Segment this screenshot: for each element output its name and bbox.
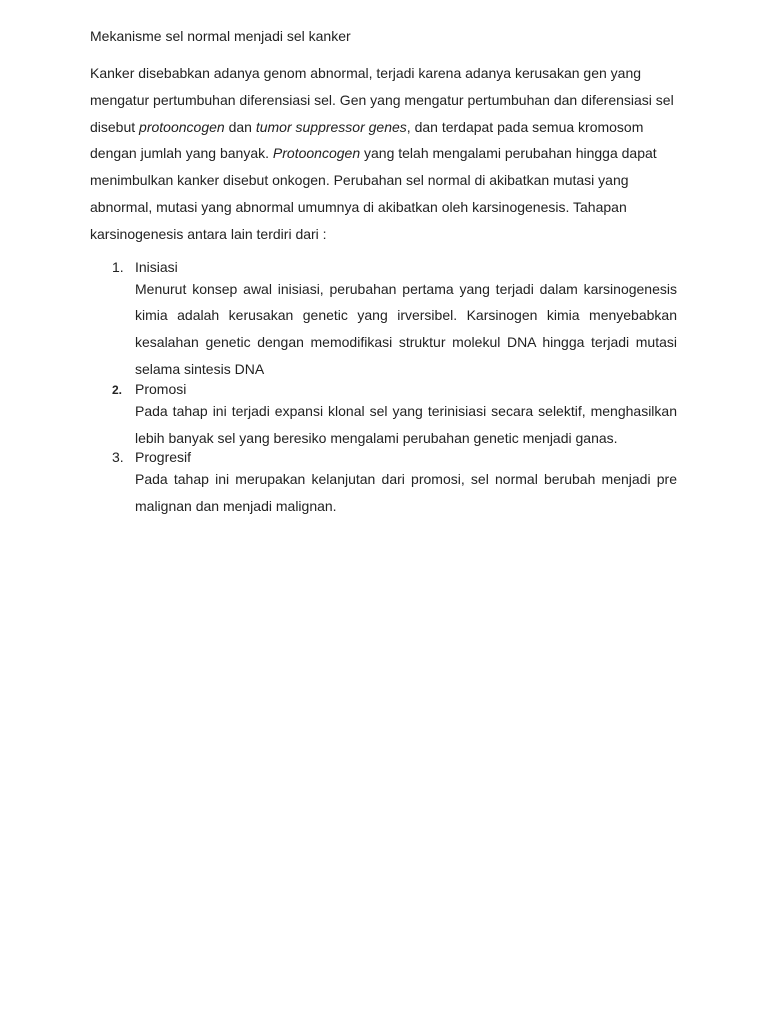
term-protooncogen: protooncogen <box>139 118 225 135</box>
list-item-heading: Progresif <box>135 449 192 466</box>
list-item-inisiasi <box>90 258 677 383</box>
intro-text-2: dan <box>224 118 256 135</box>
intro-text-1: Kanker disebabkan adanya genom abnormal, terjadi karena adanya kerusakan gen yang mengatur pertumbuhan diferensiasi sel. Gen yang mengatur pertumbuhan dan diferensiasi sel disebut <box>90 65 674 135</box>
list-item-number: 2. <box>112 382 123 397</box>
list-item-number: 3. <box>112 449 124 466</box>
list-item-heading: Inisiasi <box>135 258 178 275</box>
list-item-promosi <box>90 380 677 452</box>
intro-paragraph <box>90 60 677 248</box>
term-tumor-suppressor-genes: tumor suppressor genes <box>255 118 407 135</box>
document-title: Mekanisme sel normal menjadi sel kanker <box>90 28 351 44</box>
document-page <box>90 26 677 520</box>
list-item-heading: Promosi <box>135 380 187 397</box>
list-item-number: 1. <box>112 258 124 275</box>
intro-text-3: , dan terdapat pada semua kromosom dengan jumlah yang banyak. <box>90 118 644 162</box>
list-item-body: Pada tahap ini merupakan kelanjutan dari promosi, sel normal berubah menjadi pre malignan dan menjadi malignan. <box>135 471 677 515</box>
list-item-body: Pada tahap ini terjadi expansi klonal sel yang terinisiasi secara selektif, menghasilkan lebih banyak sel yang beresiko mengalami perubahan genetic menjadi ganas. <box>135 402 677 446</box>
stages-list <box>90 258 677 520</box>
term-protooncogen-2: Protooncogen <box>272 145 361 162</box>
list-item-progresif <box>90 448 677 520</box>
intro-text-4: yang telah mengalami perubahan hingga dapat menimbulkan kanker disebut onkogen. Perubahan sel normal di akibatkan mutasi yang abnormal, mutasi yang abnormal umumnya di akibatkan oleh karsinogenesis. Tahapan karsinogenesis antara lain terdiri dari : <box>90 145 657 242</box>
list-item-body: Menurut konsep awal inisiasi, perubahan pertama yang terjadi dalam karsinogenesis kimia adalah kerusakan genetic yang irversibel. Karsinogen kimia menyebabkan kesalahan genetic dengan memodifikasi struktur molekul DNA hingga terjadi mutasi selama sintesis DNA <box>135 280 677 377</box>
